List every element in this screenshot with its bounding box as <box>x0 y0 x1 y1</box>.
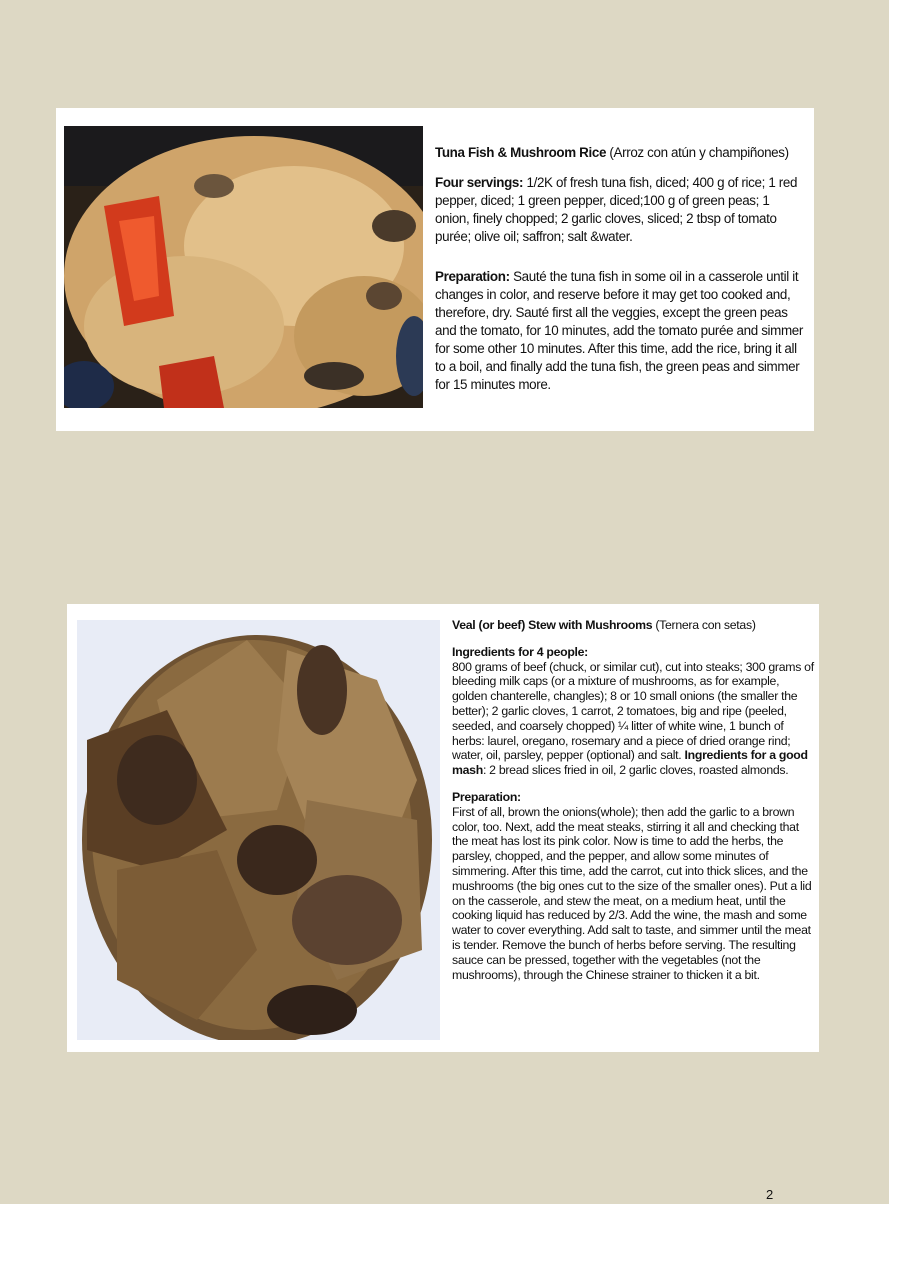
preparation-heading: Preparation: <box>452 789 521 804</box>
tuna-rice-photo <box>64 126 423 408</box>
veal-recipe-text <box>452 618 814 982</box>
ingredients-paragraph: 800 grams of beef (chuck, or similar cut), cut into steaks; 300 grams of bleeding milk caps (or a mixture of mushrooms, as for example, golden chanterelle, changles); 8 or 10 small onions (the smaller the better); 2 garlic cloves, 1 carrot, 2 tomatoes, big and ripe (peeled, seeded, and coarsely chopped) ¼ litter of white wine, 1 bunch of herbs: laurel, oregano, rosemary and a piece of dried orange rind; water, oil, parsley, pepper (optional) and salt. Ingredients for a good mash: 2 bread slices fried in oil, 2 garlic cloves, roasted almonds. <box>452 659 814 778</box>
preparation-paragraph: Preparation: Sauté the tuna fish in some oil in a casserole until it changes in color, and reserve before it may get too cooked and, therefore, dry. Sauté first all the veggies, except the green peas and the tomato, for 10 minutes, add the tomato purée and simmer for some other 10 minutes. After this time, add the rice, bring it all to a boil, and finally add the tuna fish, the green peas and simmer for 15 minutes more. <box>435 269 803 392</box>
page-number: 2 <box>766 1187 774 1202</box>
ingredients-heading: Ingredients for 4 people: <box>452 644 588 659</box>
veal-stew-photo <box>77 620 440 1040</box>
preparation-paragraph: First of all, brown the onions(whole); then add the garlic to a brown color, too. Next, add the meat steaks, stirring it all and checking that the meat has lost its pink color. Now is time to add the herbs, the parsley, chopped, and the pepper, and allow some minutes of simmering. After this time, add the carrot, cut into thick slices, and the mushrooms (the big ones cut to the size of the smaller ones). Put a lid on the casserole, and stew the meat, on a medium heat, until the cooking liquid has reduced by 2/3. Add the wine, the mash and some water to cover everything. Add salt to taste, and simmer until the meat is tender. Remove the bunch of herbs before serving. The resulting sauce can be pressed, together with the vegetables (not the mushrooms), through the Chinese strainer to thicken it a bit. <box>452 804 812 982</box>
servings-paragraph: Four servings: 1/2K of fresh tuna fish, diced; 400 g of rice; 1 red pepper, diced; 1 green pepper, diced;100 g of green peas; 1 onion, finely chopped; 2 garlic cloves, sliced; 2 tbsp of tomato purée; olive oil; saffron; salt &water. <box>435 175 798 244</box>
recipe-title: Tuna Fish & Mushroom Rice (Arroz con atún y champiñones) <box>435 145 789 160</box>
recipe-card-veal <box>67 604 819 1052</box>
recipe-card-tuna <box>56 108 814 431</box>
tuna-recipe-text <box>435 144 803 394</box>
recipe-title: Veal (or beef) Stew with Mushrooms (Ternera con setas) <box>452 618 756 632</box>
